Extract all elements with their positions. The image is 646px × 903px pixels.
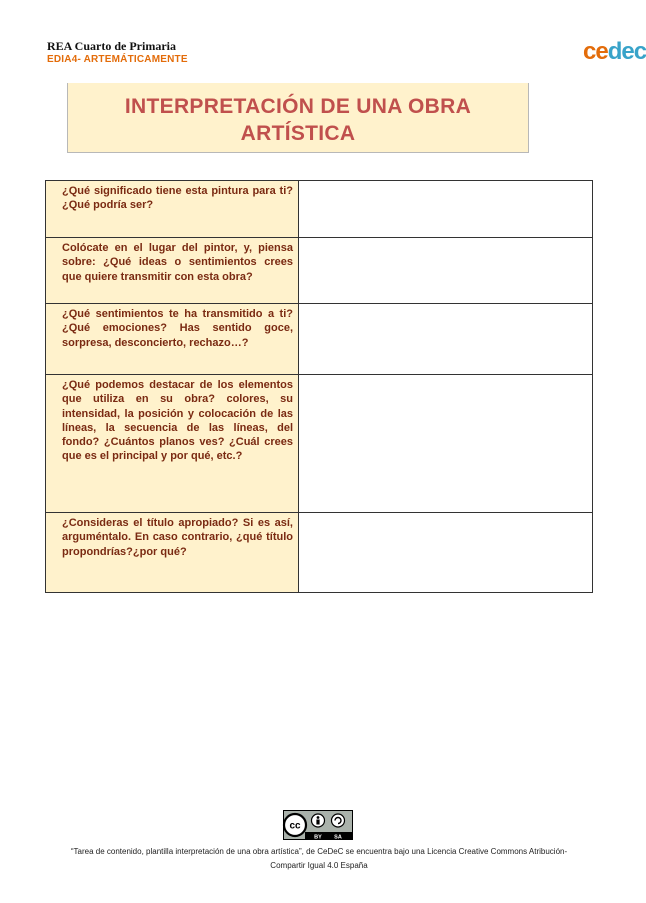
question-text: ¿Consideras el título apropiado? Si es así, arguméntalo. En caso contrario, ¿qué título propondrías?¿por qué? [62,517,293,558]
question-text: Colócate en el lugar del pintor, y, piensa sobre: ¿Qué ideas o sentimientos crees que quiere transmitir con esta obra? [62,242,293,283]
page-title-line-2: ARTÍSTICA [240,122,356,145]
questions-table [45,180,593,593]
question-cell [46,181,299,238]
question-cell [46,238,299,304]
question-cell [46,375,299,513]
question-text: ¿Qué sentimientos te ha transmitido a ti? ¿Qué emociones? Has sentido goce, sorpresa, desconcierto, rechazo…? [62,308,293,349]
page-title-line-1: INTERPRETACIÓN DE UNA OBRA [124,95,472,118]
svg-text:cc: cc [289,820,301,832]
creative-commons-by-sa-icon [283,810,353,840]
table-row [46,304,593,375]
table-row [46,375,593,513]
title-box [67,83,529,153]
question-cell [46,513,299,593]
page-title [68,93,528,147]
question-text: ¿Qué podemos destacar de los elementos que utiliza en su obra? colores, su intensidad, la posición y colocación de las líneas, la secuencia de las líneas, del fondo? ¿Cuántos planos ves? ¿Cuál crees que es el principal y por qué, etc.? [62,379,293,463]
answer-cell[interactable] [299,181,593,238]
cedec-logo [583,38,646,66]
answer-cell[interactable] [299,513,593,593]
answer-cell[interactable] [299,238,593,304]
sa-label: SA [334,834,342,841]
unit-label: EDIA4- ARTEMÁTICAMENTE [47,54,188,65]
by-label: BY [314,834,322,841]
question-cell [46,304,299,375]
logo-part-dec: dec [607,38,646,65]
table-row [46,238,593,304]
answer-cell[interactable] [299,304,593,375]
course-label: REA Cuarto de Primaria [47,39,176,53]
license-footer-line-2: Compartir Igual 4.0 España [270,861,368,870]
share-alike-icon [332,814,345,827]
license-footer [20,845,618,873]
table-row [46,513,593,593]
logo-part-ce: ce [583,38,608,65]
table-row [46,181,593,238]
answer-cell[interactable] [299,375,593,513]
question-text: ¿Qué significado tiene esta pintura para ti? ¿Qué podría ser? [62,185,293,212]
license-footer-line-1: “Tarea de contenido, plantilla interpretación de una obra artística”, de CeDeC se encuentra bajo una Licencia Creative Commons Atribución- [70,847,568,856]
